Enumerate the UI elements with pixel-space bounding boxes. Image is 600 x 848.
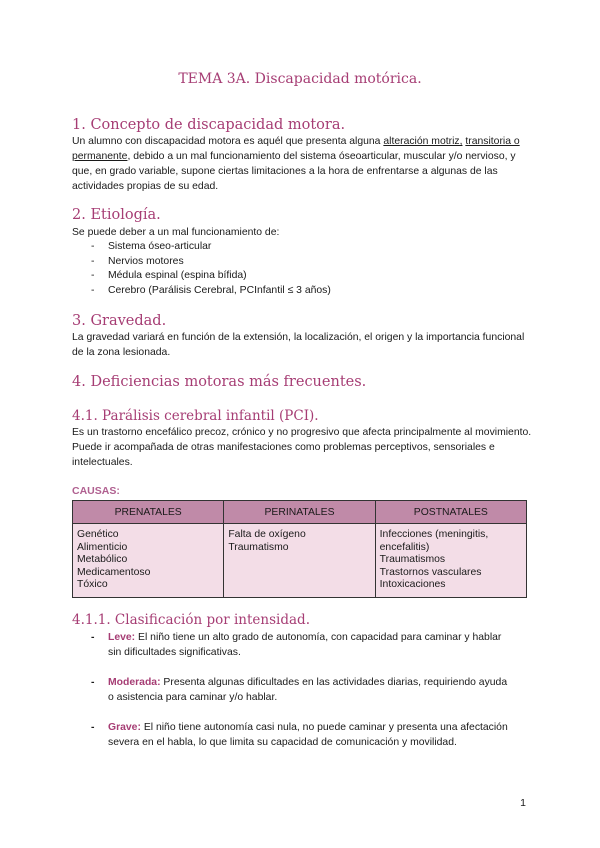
underlined-term-2: transitoria o permanente: [72, 136, 520, 162]
list-item: - Médula espinal (espina bífida): [72, 269, 331, 284]
cause-item: encefalitis): [379, 541, 430, 553]
list-item: - Nervios motores: [72, 255, 331, 270]
header-perinatal: PERINATALES: [224, 501, 375, 524]
level-leve: [72, 630, 512, 660]
cause-item: Metabólico: [77, 554, 128, 565]
list-item: - Sistema óseo-articular: [72, 240, 331, 255]
section-4-1-heading: 4.1. Parálisis cerebral infantil (PCI).: [72, 408, 319, 424]
postnatal-cell: [375, 524, 526, 598]
perinatal-cell: [224, 524, 375, 598]
level-name: Grave:: [108, 722, 141, 733]
level-name: Leve:: [108, 632, 136, 643]
intensity-list: [72, 630, 512, 765]
section-1-text-b: , debido a un mal funcionamiento del sistema óseoarticular, muscular y/o nervioso, y que, en grado variable, supone ciertas limitaciones a la hora de enfrentarse a algunas de las actividades propias de su edad.: [72, 151, 516, 192]
section-2-intro: Se puede deber a un mal funcionamiento de:: [72, 227, 280, 238]
underlined-term-1: alteración motriz,: [383, 136, 463, 147]
cause-item: Traumatismos: [379, 554, 446, 565]
cause-item: Genético: [77, 529, 119, 540]
cause-item: Intoxicaciones: [379, 579, 446, 590]
level-text: El niño tiene un alto grado de autonomía, con capacidad para caminar y hablar sin dificultades significativas.: [108, 632, 502, 658]
section-3-paragraph: La gravedad variará en función de la extensión, la localización, el origen y la importancia funcional de la zona lesionada.: [72, 332, 525, 358]
header-prenatal: PRENATALES: [73, 501, 224, 524]
page-number: 1: [520, 797, 526, 809]
causes-label: CAUSAS:: [72, 485, 120, 497]
cause-item: Infecciones (meningitis,: [379, 529, 489, 540]
level-text: Presenta algunas dificultades en las actividades diarias, requiriendo ayuda o asistencia para caminar y/o hablar.: [108, 677, 508, 703]
cause-item: Traumatismo: [228, 541, 289, 553]
level-grave: [72, 720, 512, 750]
causes-table: [72, 500, 527, 598]
header-postnatal: POSTNATALES: [375, 501, 526, 524]
section-1-heading: 1. Concepto de discapacidad motora.: [72, 117, 346, 133]
section-1-text-a: Un alumno con discapacidad motora es aquél que presenta alguna: [72, 136, 384, 147]
section-2-heading: 2. Etiología.: [72, 207, 161, 223]
section-4-heading: 4. Deficiencias motoras más frecuentes.: [72, 374, 367, 390]
level-name: Moderada:: [108, 677, 161, 688]
etiology-list: [72, 240, 331, 298]
section-4-1-1-heading: 4.1.1. Clasificación por intensidad.: [72, 612, 310, 628]
prenatal-cell: [73, 524, 224, 598]
page-title: TEMA 3A. Discapacidad motórica.: [178, 71, 422, 87]
section-4-1-paragraph: Es un trastorno encefálico precoz, crónico y no progresivo que afecta principalmente al movimiento. Puede ir acompañada de otras manifestaciones como problemas perceptivos, sensoriales e intelectuales.: [72, 427, 532, 468]
cause-item: Medicamentoso: [77, 566, 151, 578]
cause-item: Alimenticio: [77, 541, 128, 553]
cause-item: Tóxico: [77, 579, 108, 590]
list-item: - Cerebro (Parálisis Cerebral, PCInfantil ≤ 3 años): [72, 284, 331, 299]
level-text: El niño tiene autonomía casi nula, no puede caminar y presenta una afectación severa en el habla, lo que limita su capacidad de comunicación y movilidad.: [108, 722, 508, 748]
level-moderada: [72, 675, 512, 705]
cause-item: Falta de oxígeno: [228, 529, 306, 540]
section-1-paragraph: [72, 134, 534, 194]
section-3-heading: 3. Gravedad.: [72, 313, 167, 329]
cause-item: Trastornos vasculares: [379, 566, 482, 578]
